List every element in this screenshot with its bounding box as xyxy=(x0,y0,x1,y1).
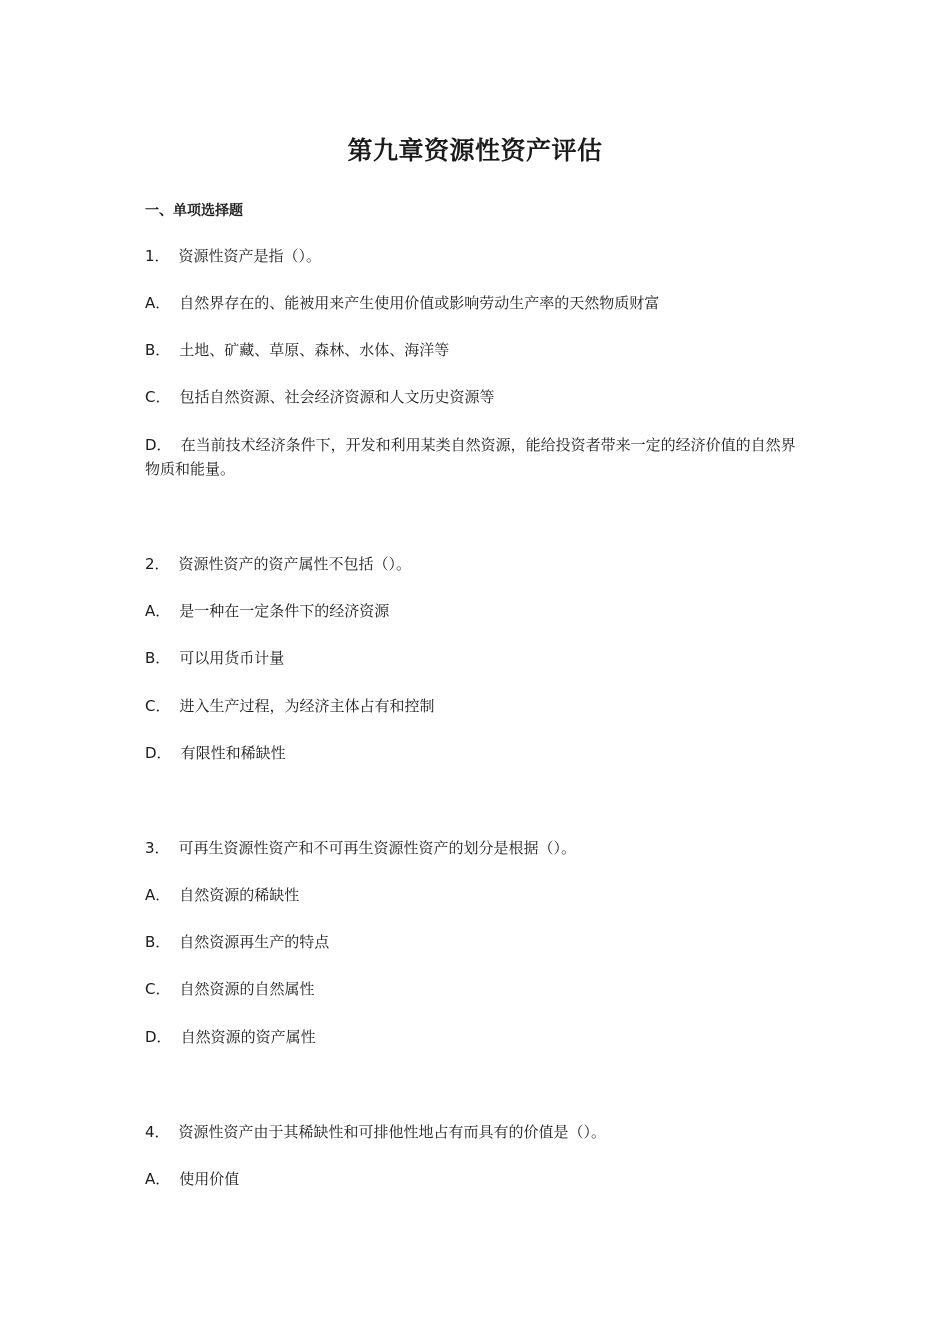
question-number: 1． xyxy=(145,247,170,265)
option-letter: C． xyxy=(145,697,171,715)
option-text: 进入生产过程，为经济主体占有和控制 xyxy=(179,697,435,715)
option-letter: A． xyxy=(145,294,171,312)
answer-option xyxy=(145,433,800,481)
question-text: 可再生资源性资产和不可再生资源性资产的划分是根据（）。 xyxy=(178,839,577,857)
question-stem xyxy=(145,552,805,576)
answer-option xyxy=(145,883,805,907)
option-letter: B． xyxy=(145,649,171,667)
option-text: 自然界存在的、能被用来产生使用价值或影响劳动生产率的天然物质财富 xyxy=(179,294,660,312)
option-letter: D． xyxy=(145,744,172,762)
question-stem xyxy=(145,836,805,860)
section-heading: 一、单项选择题 xyxy=(145,203,243,219)
answer-option xyxy=(145,385,805,409)
option-text: 包括自然资源、社会经济资源和人文历史资源等 xyxy=(179,388,495,406)
option-letter: A． xyxy=(145,886,171,904)
option-text: 土地、矿藏、草原、森林、水体、海洋等 xyxy=(179,341,450,359)
option-letter: D． xyxy=(145,1028,172,1046)
answer-option xyxy=(145,338,805,362)
option-letter: A． xyxy=(145,602,171,620)
answer-option xyxy=(145,977,805,1001)
question-text: 资源性资产由于其稀缺性和可排他性地占有而具有的价值是（）。 xyxy=(178,1123,607,1141)
option-text: 是一种在一定条件下的经济资源 xyxy=(179,602,390,620)
option-letter: A． xyxy=(145,1170,171,1188)
option-text: 自然资源的稀缺性 xyxy=(179,886,300,904)
option-text: 自然资源的资产属性 xyxy=(180,1028,316,1046)
option-text: 自然资源再生产的特点 xyxy=(179,933,330,951)
question-stem xyxy=(145,244,805,268)
answer-option xyxy=(145,599,805,623)
answer-option xyxy=(145,1025,805,1049)
option-letter: B． xyxy=(145,341,171,359)
option-letter: B． xyxy=(145,933,171,951)
option-text: 可以用货币计量 xyxy=(179,649,285,667)
option-text: 使用价值 xyxy=(179,1170,240,1188)
answer-option xyxy=(145,741,805,765)
question-number: 2． xyxy=(145,555,170,573)
option-text: 自然资源的自然属性 xyxy=(179,980,315,998)
document-title: 第九章资源性资产评估 xyxy=(347,136,603,165)
question-text: 资源性资产是指（）。 xyxy=(178,247,322,265)
option-letter: D． xyxy=(145,436,172,454)
option-text: 有限性和稀缺性 xyxy=(180,744,286,762)
question-stem xyxy=(145,1120,805,1144)
question-number: 4． xyxy=(145,1123,170,1141)
answer-option xyxy=(145,1167,805,1191)
question-text: 资源性资产的资产属性不包括（）。 xyxy=(178,555,412,573)
answer-option xyxy=(145,694,805,718)
answer-option xyxy=(145,646,805,670)
answer-option xyxy=(145,930,805,954)
option-letter: C． xyxy=(145,388,171,406)
option-letter: C． xyxy=(145,980,171,998)
option-text: 在当前技术经济条件下，开发和利用某类自然资源，能给投资者带来一定的经济价值的自然界物质和能量。 xyxy=(145,436,796,478)
question-number: 3． xyxy=(145,839,170,857)
answer-option xyxy=(145,291,805,315)
